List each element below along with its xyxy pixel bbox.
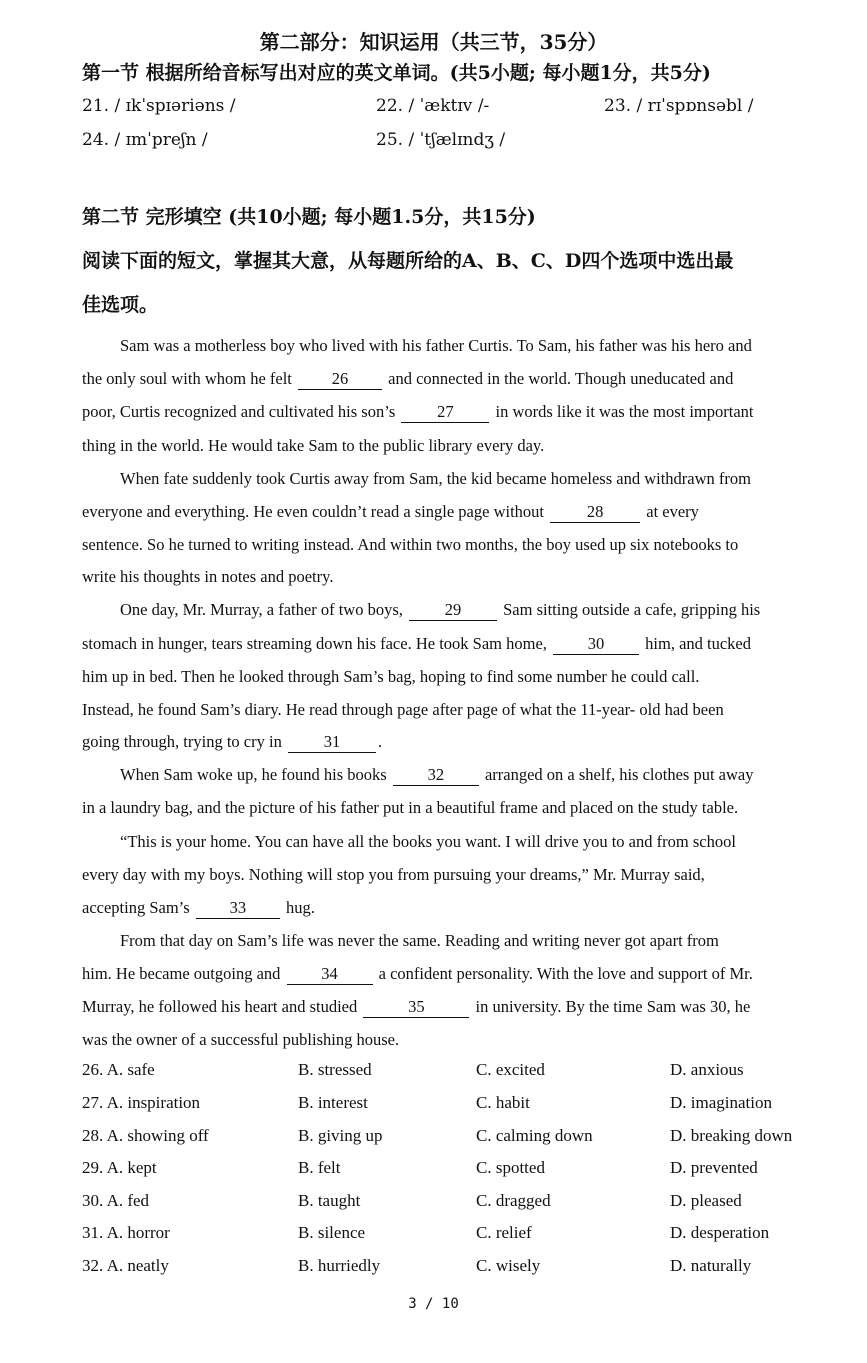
option-c[interactable]: C. calming down [476,1126,593,1145]
phonetic-item-21 [82,96,236,116]
passage-line: in a laundry bag, and the picture of his father put in a beautiful frame and placed on the study table. [82,798,739,817]
passage-line: poor, Curtis recognized and cultivated his son’s 27 in words like it was the most important [82,402,754,421]
option-b[interactable]: B. taught [298,1191,361,1210]
passage-line: write his thoughts in notes and poetry. [82,567,334,586]
option-a[interactable]: 30. A. fed [82,1191,150,1210]
phonetic-text: / ɪmˈpreʃn / [114,130,208,150]
phonetic-text: / ɪkˈspɪəriəns / [114,96,236,116]
passage-line: was the owner of a successful publishing house. [82,1030,400,1049]
section2-instruction: 阅读下面的短文，掌握其大意，从每题所给的A、B、C、D四个选项中选出最 [82,250,734,272]
passage-line: him. He became outgoing and 34 a confident personality. With the love and support of Mr. [82,964,753,983]
part-title: 第二部分：知识运用（共三节，35分） [259,30,608,54]
option-c[interactable]: C. dragged [476,1191,551,1210]
passage-line: everyone and everything. He even couldn’t read a single page without 28 at every [82,502,699,521]
option-b[interactable]: B. felt [298,1158,341,1177]
answer-blank-29[interactable]: 29 [409,600,497,621]
option-a[interactable]: 27. A. inspiration [82,1093,201,1112]
phonetic-text: / ˈæktɪv /- [408,96,490,116]
phonetic-text: / rɪˈspɒnsəbl / [636,96,754,116]
passage-line: sentence. So he turned to writing instead. And within two months, the boy used up six notebooks to [82,535,739,554]
passage-line: “This is your home. You can have all the books you want. I will drive you to and from school [120,832,736,851]
passage-line: the only soul with whom he felt 26 and connected in the world. Though uneducated and [82,369,734,388]
page-number: 3 / 10 [408,1296,459,1312]
item-number: 24. [82,130,110,150]
answer-blank-33[interactable]: 33 [196,898,280,919]
answer-blank-35[interactable]: 35 [363,997,469,1018]
option-b[interactable]: B. giving up [298,1126,383,1145]
option-a[interactable]: 31. A. horror [82,1223,170,1242]
item-number: 23. [604,96,632,116]
option-b[interactable]: B. interest [298,1093,368,1112]
answer-blank-30[interactable]: 30 [553,634,639,655]
answer-blank-31[interactable]: 31 [288,732,376,753]
passage-line: When Sam woke up, he found his books 32 arranged on a shelf, his clothes put away [120,765,754,784]
answer-blank-27[interactable]: 27 [401,402,489,423]
phonetic-item-25 [376,130,505,150]
phonetic-item-22 [376,96,489,116]
section2-title: 第二节 完形填空 (共10小题; 每小题1.5分，共15分) [82,206,536,228]
phonetic-text: / ˈtʃælɪndʒ / [408,130,506,150]
passage-line: One day, Mr. Murray, a father of two boys, 29 Sam sitting outside a cafe, gripping his [120,600,761,619]
passage-line: stomach in hunger, tears streaming down his face. He took Sam home, 30 him, and tucked [82,634,752,653]
phonetic-item-24 [82,130,208,150]
option-b[interactable]: B. hurriedly [298,1256,381,1275]
option-a[interactable]: 26. A. safe [82,1060,155,1079]
item-number: 21. [82,96,110,116]
answer-blank-34[interactable]: 34 [287,964,373,985]
answer-blank-32[interactable]: 32 [393,765,479,786]
answer-blank-28[interactable]: 28 [550,502,640,523]
phonetic-item-23 [604,96,754,116]
option-c[interactable]: C. excited [476,1060,545,1079]
option-b[interactable]: B. stressed [298,1060,372,1079]
option-d[interactable]: D. prevented [670,1158,758,1177]
passage-line: Murray, he followed his heart and studied 35 in university. By the time Sam was 30, he [82,997,751,1016]
passage-line: From that day on Sam’s life was never the same. Reading and writing never got apart from [120,931,719,950]
item-number: 25. [376,130,404,150]
option-d[interactable]: D. naturally [670,1256,752,1275]
option-a[interactable]: 28. A. showing off [82,1126,209,1145]
option-c[interactable]: C. wisely [476,1256,541,1275]
passage-line: accepting Sam’s 33 hug. [82,898,315,917]
answer-blank-26[interactable]: 26 [298,369,382,390]
option-d[interactable]: D. desperation [670,1223,770,1242]
passage-line: him up in bed. Then he looked through Sam’s bag, hoping to find some number he could call. [82,667,700,686]
passage-line: going through, trying to cry in 31 . [82,732,383,751]
option-d[interactable]: D. imagination [670,1093,772,1112]
passage-line: thing in the world. He would take Sam to the public library every day. [82,436,545,455]
passage-line: When fate suddenly took Curtis away from Sam, the kid became homeless and withdrawn from [120,469,751,488]
option-c[interactable]: C. spotted [476,1158,545,1177]
passage-line: every day with my boys. Nothing will stop you from pursuing your dreams,” Mr. Murray said, [82,865,705,884]
option-d[interactable]: D. pleased [670,1191,742,1210]
option-a[interactable]: 29. A. kept [82,1158,157,1177]
item-number: 22. [376,96,404,116]
passage-line: Instead, he found Sam’s diary. He read through page after page of what the 11-year- old had been [82,700,724,719]
option-b[interactable]: B. silence [298,1223,366,1242]
option-d[interactable]: D. anxious [670,1060,744,1079]
passage-line: Sam was a motherless boy who lived with his father Curtis. To Sam, his father was his hero and [120,336,752,355]
option-c[interactable]: C. relief [476,1223,532,1242]
section2-instruction-cont: 佳选项。 [82,294,159,316]
option-d[interactable]: D. breaking down [670,1126,793,1145]
option-c[interactable]: C. habit [476,1093,530,1112]
option-a[interactable]: 32. A. neatly [82,1256,169,1275]
section1-title: 第一节 根据所给音标写出对应的英文单词。(共5小题; 每小题1分，共5分) [82,62,711,84]
